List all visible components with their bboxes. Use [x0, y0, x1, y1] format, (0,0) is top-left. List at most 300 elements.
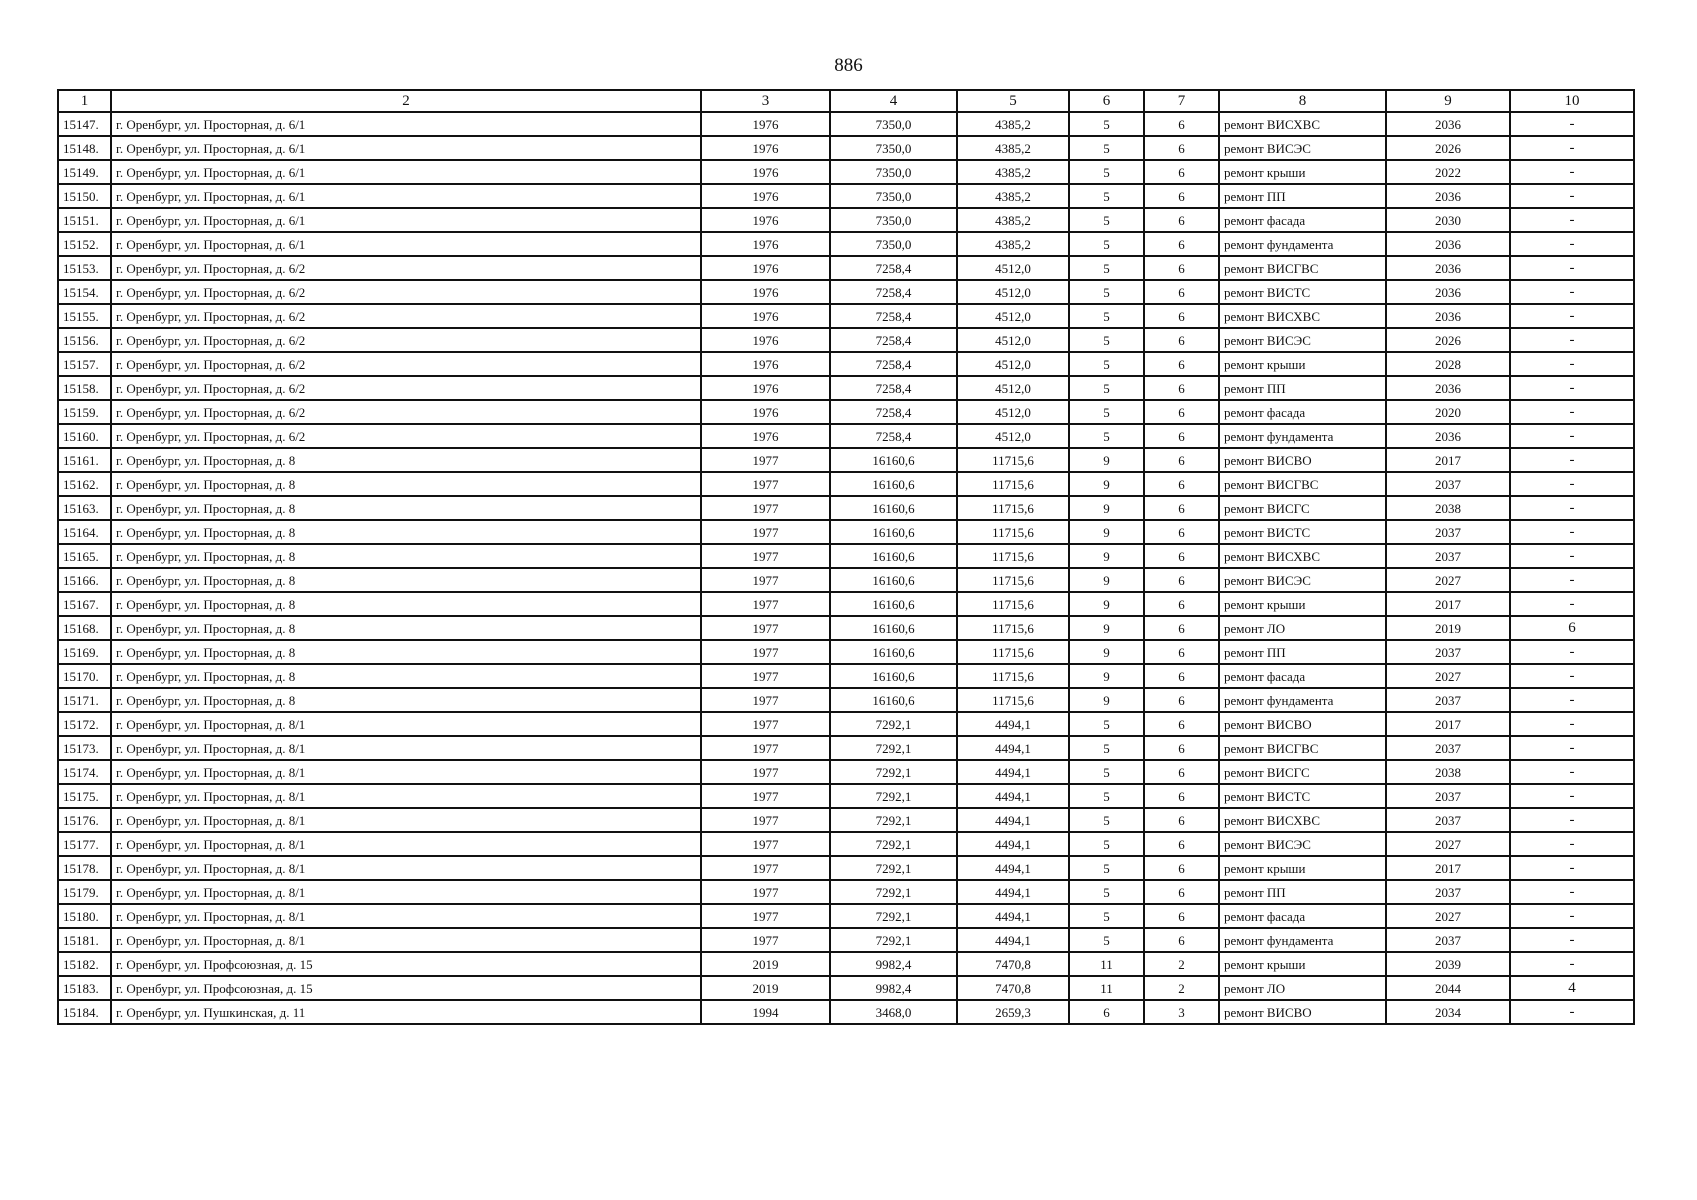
cell-address: г. Оренбург, ул. Просторная, д. 6/2 [111, 304, 701, 328]
cell-column-7-value: 2 [1144, 952, 1219, 976]
column-header-8: 8 [1219, 90, 1386, 112]
cell-work-type: ремонт фундамента [1219, 928, 1386, 952]
cell-planned-year: 2037 [1386, 520, 1510, 544]
cell-floors: 5 [1069, 352, 1144, 376]
cell-floors: 9 [1069, 496, 1144, 520]
cell-column-10-value: - [1510, 448, 1634, 472]
cell-year-built: 1976 [701, 400, 830, 424]
cell-residential-area: 4512,0 [957, 328, 1069, 352]
cell-total-area: 16160,6 [830, 592, 957, 616]
cell-floors: 9 [1069, 448, 1144, 472]
cell-column-7-value: 6 [1144, 472, 1219, 496]
cell-row-number: 15165. [58, 544, 111, 568]
cell-total-area: 7292,1 [830, 880, 957, 904]
cell-column-10-value: - [1510, 184, 1634, 208]
cell-floors: 5 [1069, 928, 1144, 952]
cell-work-type: ремонт ЛО [1219, 616, 1386, 640]
cell-total-area: 7292,1 [830, 736, 957, 760]
cell-planned-year: 2037 [1386, 544, 1510, 568]
cell-planned-year: 2027 [1386, 832, 1510, 856]
cell-row-number: 15166. [58, 568, 111, 592]
table-row [58, 712, 1634, 736]
cell-planned-year: 2036 [1386, 280, 1510, 304]
cell-column-10-value: - [1510, 904, 1634, 928]
cell-floors: 5 [1069, 184, 1144, 208]
cell-floors: 5 [1069, 904, 1144, 928]
cell-floors: 9 [1069, 688, 1144, 712]
table-row [58, 472, 1634, 496]
cell-address: г. Оренбург, ул. Профсоюзная, д. 15 [111, 952, 701, 976]
cell-total-area: 16160,6 [830, 496, 957, 520]
cell-column-7-value: 6 [1144, 544, 1219, 568]
cell-row-number: 15151. [58, 208, 111, 232]
cell-year-built: 1976 [701, 256, 830, 280]
cell-residential-area: 11715,6 [957, 664, 1069, 688]
cell-total-area: 7350,0 [830, 184, 957, 208]
cell-row-number: 15171. [58, 688, 111, 712]
cell-address: г. Оренбург, ул. Просторная, д. 8 [111, 520, 701, 544]
cell-work-type: ремонт ВИСВО [1219, 1000, 1386, 1024]
cell-total-area: 16160,6 [830, 520, 957, 544]
cell-address: г. Оренбург, ул. Просторная, д. 8 [111, 448, 701, 472]
table-row [58, 328, 1634, 352]
cell-year-built: 1976 [701, 208, 830, 232]
cell-residential-area: 4494,1 [957, 784, 1069, 808]
table-row [58, 496, 1634, 520]
cell-year-built: 1976 [701, 280, 830, 304]
cell-column-7-value: 6 [1144, 592, 1219, 616]
cell-planned-year: 2037 [1386, 640, 1510, 664]
cell-residential-area: 4512,0 [957, 280, 1069, 304]
cell-planned-year: 2019 [1386, 616, 1510, 640]
cell-floors: 5 [1069, 280, 1144, 304]
cell-work-type: ремонт ВИСВО [1219, 448, 1386, 472]
table-row [58, 160, 1634, 184]
cell-residential-area: 11715,6 [957, 592, 1069, 616]
cell-address: г. Оренбург, ул. Просторная, д. 6/1 [111, 184, 701, 208]
cell-year-built: 1977 [701, 664, 830, 688]
cell-column-7-value: 6 [1144, 832, 1219, 856]
cell-floors: 5 [1069, 256, 1144, 280]
cell-column-10-value: - [1510, 952, 1634, 976]
cell-address: г. Оренбург, ул. Просторная, д. 6/1 [111, 112, 701, 136]
cell-address: г. Оренбург, ул. Просторная, д. 6/2 [111, 424, 701, 448]
cell-address: г. Оренбург, ул. Просторная, д. 8 [111, 664, 701, 688]
cell-residential-area: 11715,6 [957, 520, 1069, 544]
cell-address: г. Оренбург, ул. Просторная, д. 8 [111, 688, 701, 712]
cell-column-7-value: 6 [1144, 376, 1219, 400]
cell-year-built: 1977 [701, 472, 830, 496]
cell-row-number: 15175. [58, 784, 111, 808]
cell-total-area: 7292,1 [830, 928, 957, 952]
cell-work-type: ремонт ПП [1219, 880, 1386, 904]
cell-address: г. Оренбург, ул. Просторная, д. 6/2 [111, 352, 701, 376]
cell-floors: 5 [1069, 160, 1144, 184]
cell-column-7-value: 6 [1144, 736, 1219, 760]
cell-year-built: 1976 [701, 304, 830, 328]
cell-planned-year: 2037 [1386, 808, 1510, 832]
cell-year-built: 1977 [701, 616, 830, 640]
cell-column-10-value: - [1510, 328, 1634, 352]
cell-planned-year: 2034 [1386, 1000, 1510, 1024]
table-row [58, 208, 1634, 232]
cell-total-area: 7258,4 [830, 256, 957, 280]
cell-total-area: 16160,6 [830, 544, 957, 568]
table-row [58, 376, 1634, 400]
cell-planned-year: 2038 [1386, 496, 1510, 520]
cell-planned-year: 2044 [1386, 976, 1510, 1000]
cell-column-7-value: 6 [1144, 760, 1219, 784]
cell-residential-area: 4494,1 [957, 760, 1069, 784]
cell-address: г. Оренбург, ул. Просторная, д. 8/1 [111, 760, 701, 784]
cell-residential-area: 4385,2 [957, 184, 1069, 208]
cell-work-type: ремонт фундамента [1219, 688, 1386, 712]
cell-address: г. Оренбург, ул. Просторная, д. 6/1 [111, 208, 701, 232]
cell-total-area: 7292,1 [830, 760, 957, 784]
column-header-5: 5 [957, 90, 1069, 112]
cell-work-type: ремонт ВИСХВС [1219, 808, 1386, 832]
cell-column-7-value: 6 [1144, 616, 1219, 640]
cell-planned-year: 2037 [1386, 688, 1510, 712]
table-row [58, 544, 1634, 568]
cell-floors: 9 [1069, 616, 1144, 640]
column-header-9: 9 [1386, 90, 1510, 112]
cell-year-built: 1977 [701, 784, 830, 808]
cell-column-10-value: - [1510, 304, 1634, 328]
cell-total-area: 7292,1 [830, 712, 957, 736]
table-row [58, 112, 1634, 136]
cell-column-10-value: - [1510, 784, 1634, 808]
cell-column-7-value: 6 [1144, 184, 1219, 208]
cell-year-built: 1976 [701, 184, 830, 208]
column-header-1: 1 [58, 90, 111, 112]
cell-column-10-value: - [1510, 160, 1634, 184]
cell-row-number: 15149. [58, 160, 111, 184]
cell-column-7-value: 6 [1144, 784, 1219, 808]
cell-column-7-value: 6 [1144, 424, 1219, 448]
cell-row-number: 15148. [58, 136, 111, 160]
cell-floors: 9 [1069, 472, 1144, 496]
cell-column-10-value: - [1510, 424, 1634, 448]
cell-floors: 5 [1069, 400, 1144, 424]
table-row [58, 880, 1634, 904]
cell-year-built: 1977 [701, 856, 830, 880]
cell-row-number: 15164. [58, 520, 111, 544]
cell-residential-area: 11715,6 [957, 616, 1069, 640]
cell-work-type: ремонт фундамента [1219, 232, 1386, 256]
cell-address: г. Оренбург, ул. Просторная, д. 8/1 [111, 736, 701, 760]
cell-total-area: 7258,4 [830, 328, 957, 352]
cell-planned-year: 2026 [1386, 136, 1510, 160]
table-row [58, 664, 1634, 688]
cell-year-built: 1976 [701, 232, 830, 256]
cell-residential-area: 4494,1 [957, 808, 1069, 832]
cell-address: г. Оренбург, ул. Просторная, д. 8 [111, 592, 701, 616]
cell-address: г. Оренбург, ул. Просторная, д. 8 [111, 616, 701, 640]
cell-column-7-value: 6 [1144, 232, 1219, 256]
table-row [58, 976, 1634, 1000]
cell-total-area: 16160,6 [830, 448, 957, 472]
table-row [58, 1000, 1634, 1024]
cell-row-number: 15183. [58, 976, 111, 1000]
table-row [58, 856, 1634, 880]
cell-column-10-value: - [1510, 1000, 1634, 1024]
cell-row-number: 15179. [58, 880, 111, 904]
cell-column-7-value: 6 [1144, 520, 1219, 544]
cell-year-built: 1977 [701, 520, 830, 544]
cell-column-10-value: - [1510, 400, 1634, 424]
cell-address: г. Оренбург, ул. Просторная, д. 8/1 [111, 712, 701, 736]
cell-work-type: ремонт ВИСЭС [1219, 832, 1386, 856]
cell-work-type: ремонт крыши [1219, 352, 1386, 376]
cell-floors: 5 [1069, 376, 1144, 400]
cell-work-type: ремонт ВИСЭС [1219, 136, 1386, 160]
cell-floors: 5 [1069, 808, 1144, 832]
cell-row-number: 15174. [58, 760, 111, 784]
cell-floors: 5 [1069, 328, 1144, 352]
cell-planned-year: 2027 [1386, 904, 1510, 928]
cell-column-7-value: 6 [1144, 352, 1219, 376]
table-row [58, 640, 1634, 664]
column-header-7: 7 [1144, 90, 1219, 112]
cell-row-number: 15155. [58, 304, 111, 328]
cell-row-number: 15180. [58, 904, 111, 928]
cell-column-7-value: 6 [1144, 448, 1219, 472]
cell-residential-area: 4512,0 [957, 376, 1069, 400]
cell-residential-area: 4512,0 [957, 352, 1069, 376]
cell-column-7-value: 6 [1144, 328, 1219, 352]
cell-row-number: 15178. [58, 856, 111, 880]
table-row [58, 352, 1634, 376]
cell-planned-year: 2036 [1386, 376, 1510, 400]
cell-row-number: 15167. [58, 592, 111, 616]
cell-residential-area: 4512,0 [957, 400, 1069, 424]
cell-address: г. Оренбург, ул. Просторная, д. 8/1 [111, 928, 701, 952]
cell-total-area: 7258,4 [830, 376, 957, 400]
cell-row-number: 15147. [58, 112, 111, 136]
cell-planned-year: 2017 [1386, 448, 1510, 472]
cell-column-10-value: - [1510, 640, 1634, 664]
cell-floors: 9 [1069, 664, 1144, 688]
cell-year-built: 1976 [701, 424, 830, 448]
table-row [58, 904, 1634, 928]
cell-floors: 9 [1069, 592, 1144, 616]
cell-work-type: ремонт ПП [1219, 376, 1386, 400]
cell-planned-year: 2020 [1386, 400, 1510, 424]
cell-address: г. Оренбург, ул. Просторная, д. 8/1 [111, 784, 701, 808]
cell-address: г. Оренбург, ул. Просторная, д. 6/2 [111, 328, 701, 352]
cell-year-built: 1977 [701, 592, 830, 616]
column-header-3: 3 [701, 90, 830, 112]
cell-column-10-value: - [1510, 688, 1634, 712]
cell-residential-area: 11715,6 [957, 640, 1069, 664]
cell-address: г. Оренбург, ул. Просторная, д. 8 [111, 568, 701, 592]
cell-column-10-value: 6 [1510, 616, 1634, 640]
cell-column-7-value: 6 [1144, 160, 1219, 184]
cell-total-area: 16160,6 [830, 472, 957, 496]
cell-work-type: ремонт ВИСТС [1219, 280, 1386, 304]
cell-planned-year: 2038 [1386, 760, 1510, 784]
cell-address: г. Оренбург, ул. Просторная, д. 8/1 [111, 832, 701, 856]
cell-work-type: ремонт ВИСТС [1219, 784, 1386, 808]
cell-column-10-value: - [1510, 880, 1634, 904]
cell-address: г. Оренбург, ул. Профсоюзная, д. 15 [111, 976, 701, 1000]
cell-work-type: ремонт крыши [1219, 856, 1386, 880]
cell-planned-year: 2027 [1386, 664, 1510, 688]
cell-total-area: 16160,6 [830, 568, 957, 592]
cell-work-type: ремонт ВИСХВС [1219, 304, 1386, 328]
cell-residential-area: 4512,0 [957, 304, 1069, 328]
cell-column-10-value: - [1510, 832, 1634, 856]
cell-floors: 5 [1069, 304, 1144, 328]
table-row [58, 520, 1634, 544]
cell-residential-area: 4494,1 [957, 904, 1069, 928]
cell-planned-year: 2037 [1386, 736, 1510, 760]
cell-column-10-value: - [1510, 568, 1634, 592]
cell-work-type: ремонт фундамента [1219, 424, 1386, 448]
cell-row-number: 15160. [58, 424, 111, 448]
cell-work-type: ремонт крыши [1219, 592, 1386, 616]
cell-total-area: 7292,1 [830, 904, 957, 928]
cell-column-10-value: - [1510, 112, 1634, 136]
cell-floors: 9 [1069, 640, 1144, 664]
cell-address: г. Оренбург, ул. Просторная, д. 6/2 [111, 280, 701, 304]
cell-column-10-value: - [1510, 208, 1634, 232]
cell-address: г. Оренбург, ул. Просторная, д. 6/1 [111, 160, 701, 184]
cell-year-built: 2019 [701, 976, 830, 1000]
cell-residential-area: 11715,6 [957, 448, 1069, 472]
cell-residential-area: 4494,1 [957, 880, 1069, 904]
cell-total-area: 7258,4 [830, 352, 957, 376]
cell-column-7-value: 3 [1144, 1000, 1219, 1024]
table-row [58, 256, 1634, 280]
cell-work-type: ремонт ПП [1219, 184, 1386, 208]
cell-total-area: 7292,1 [830, 856, 957, 880]
cell-address: г. Оренбург, ул. Просторная, д. 8 [111, 472, 701, 496]
cell-residential-area: 4512,0 [957, 424, 1069, 448]
cell-work-type: ремонт ВИСГВС [1219, 472, 1386, 496]
cell-column-7-value: 6 [1144, 712, 1219, 736]
cell-floors: 9 [1069, 520, 1144, 544]
cell-row-number: 15161. [58, 448, 111, 472]
cell-total-area: 7350,0 [830, 232, 957, 256]
cell-year-built: 1994 [701, 1000, 830, 1024]
cell-row-number: 15176. [58, 808, 111, 832]
cell-year-built: 1977 [701, 904, 830, 928]
cell-address: г. Оренбург, ул. Просторная, д. 6/1 [111, 136, 701, 160]
cell-work-type: ремонт ВИСГС [1219, 496, 1386, 520]
cell-column-10-value: - [1510, 256, 1634, 280]
cell-planned-year: 2037 [1386, 472, 1510, 496]
table-row [58, 760, 1634, 784]
cell-planned-year: 2036 [1386, 232, 1510, 256]
cell-total-area: 7258,4 [830, 424, 957, 448]
cell-row-number: 15152. [58, 232, 111, 256]
cell-total-area: 3468,0 [830, 1000, 957, 1024]
cell-column-7-value: 6 [1144, 256, 1219, 280]
table-header-row [58, 90, 1634, 112]
column-header-2: 2 [111, 90, 701, 112]
cell-row-number: 15173. [58, 736, 111, 760]
cell-year-built: 1976 [701, 136, 830, 160]
cell-work-type: ремонт фасада [1219, 904, 1386, 928]
table-row [58, 568, 1634, 592]
table-row [58, 184, 1634, 208]
cell-residential-area: 4512,0 [957, 256, 1069, 280]
cell-year-built: 1977 [701, 712, 830, 736]
cell-work-type: ремонт ВИСГВС [1219, 256, 1386, 280]
cell-residential-area: 4494,1 [957, 736, 1069, 760]
cell-column-10-value: - [1510, 592, 1634, 616]
cell-year-built: 1977 [701, 928, 830, 952]
cell-work-type: ремонт ВИСГС [1219, 760, 1386, 784]
cell-column-10-value: - [1510, 736, 1634, 760]
cell-total-area: 9982,4 [830, 976, 957, 1000]
cell-row-number: 15156. [58, 328, 111, 352]
cell-column-7-value: 6 [1144, 304, 1219, 328]
cell-work-type: ремонт ВИСГВС [1219, 736, 1386, 760]
cell-row-number: 15150. [58, 184, 111, 208]
cell-planned-year: 2036 [1386, 184, 1510, 208]
cell-total-area: 7350,0 [830, 160, 957, 184]
cell-column-10-value: - [1510, 712, 1634, 736]
cell-column-10-value: - [1510, 232, 1634, 256]
cell-row-number: 15170. [58, 664, 111, 688]
cell-residential-area: 4385,2 [957, 208, 1069, 232]
cell-floors: 5 [1069, 208, 1144, 232]
cell-work-type: ремонт ЛО [1219, 976, 1386, 1000]
cell-column-7-value: 6 [1144, 208, 1219, 232]
cell-address: г. Оренбург, ул. Просторная, д. 8/1 [111, 880, 701, 904]
cell-year-built: 2019 [701, 952, 830, 976]
cell-planned-year: 2036 [1386, 304, 1510, 328]
cell-residential-area: 4494,1 [957, 832, 1069, 856]
cell-column-7-value: 6 [1144, 496, 1219, 520]
cell-year-built: 1976 [701, 376, 830, 400]
cell-residential-area: 11715,6 [957, 544, 1069, 568]
cell-year-built: 1976 [701, 112, 830, 136]
cell-total-area: 7258,4 [830, 400, 957, 424]
cell-row-number: 15181. [58, 928, 111, 952]
table-row [58, 304, 1634, 328]
repair-schedule-table [57, 89, 1635, 1025]
cell-row-number: 15162. [58, 472, 111, 496]
cell-floors: 9 [1069, 544, 1144, 568]
cell-row-number: 15184. [58, 1000, 111, 1024]
cell-column-7-value: 6 [1144, 688, 1219, 712]
cell-row-number: 15154. [58, 280, 111, 304]
cell-year-built: 1977 [701, 544, 830, 568]
cell-residential-area: 11715,6 [957, 688, 1069, 712]
cell-residential-area: 4385,2 [957, 232, 1069, 256]
cell-work-type: ремонт фасада [1219, 400, 1386, 424]
cell-year-built: 1977 [701, 736, 830, 760]
cell-address: г. Оренбург, ул. Просторная, д. 8 [111, 640, 701, 664]
cell-total-area: 16160,6 [830, 688, 957, 712]
cell-year-built: 1976 [701, 352, 830, 376]
cell-floors: 5 [1069, 112, 1144, 136]
cell-column-10-value: - [1510, 928, 1634, 952]
cell-residential-area: 11715,6 [957, 496, 1069, 520]
cell-residential-area: 4385,2 [957, 112, 1069, 136]
cell-column-7-value: 6 [1144, 136, 1219, 160]
cell-work-type: ремонт ВИСЭС [1219, 568, 1386, 592]
cell-address: г. Оренбург, ул. Просторная, д. 8/1 [111, 856, 701, 880]
cell-row-number: 15177. [58, 832, 111, 856]
cell-year-built: 1977 [701, 808, 830, 832]
cell-floors: 5 [1069, 232, 1144, 256]
cell-year-built: 1977 [701, 832, 830, 856]
